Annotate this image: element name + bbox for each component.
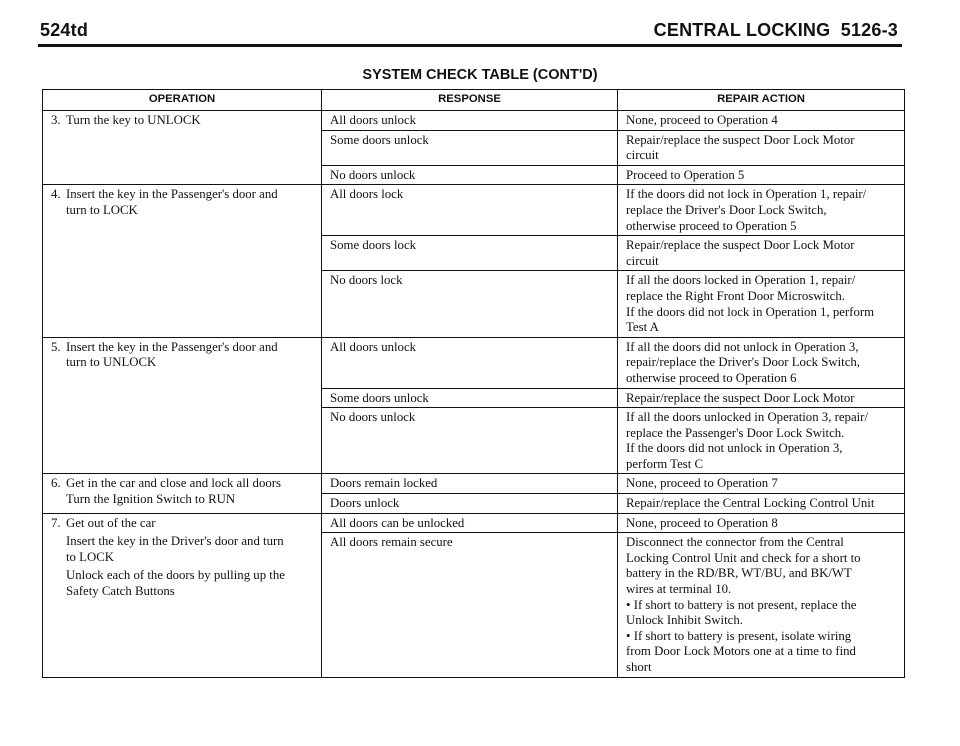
response-cell: All doors unlock	[322, 111, 618, 131]
action-line: Locking Control Unit and check for a short to	[626, 550, 861, 565]
action-line: circuit	[626, 253, 659, 268]
response-cell: Some doors lock	[322, 236, 618, 271]
action-line: battery in the RD/BR, WT/BU, and BK/WT	[626, 566, 852, 581]
bullet-item: • If short to battery is not present, replace the	[626, 598, 900, 614]
operation-cell	[43, 513, 322, 677]
table-header-row	[43, 90, 905, 111]
response-cell: Doors unlock	[322, 494, 618, 514]
operation-cell	[43, 111, 322, 185]
section-name: CENTRAL LOCKING	[653, 20, 831, 40]
repair-action-cell	[618, 337, 905, 388]
operation-text: Insert the key in the Passenger's door and	[66, 339, 278, 354]
repair-action-cell: Repair/replace the suspect Door Lock Motor	[618, 388, 905, 408]
operation-text: Safety Catch Buttons	[66, 584, 175, 599]
system-check-table	[42, 89, 905, 678]
bullet-continuation: from Door Lock Motors one at a time to find	[626, 644, 856, 659]
action-line: replace the Right Front Door Microswitch.	[626, 288, 845, 303]
repair-action-cell: None, proceed to Operation 4	[618, 111, 905, 131]
column-header-repair-action: REPAIR ACTION	[618, 90, 905, 111]
operation-number: 5.	[51, 339, 61, 354]
action-line: wires at terminal 10.	[626, 582, 732, 597]
repair-action-cell: None, proceed to Operation 8	[618, 513, 905, 533]
operation-cell	[43, 185, 322, 337]
action-line: Repair/replace the suspect Door Lock Motor	[626, 132, 855, 147]
action-line: If all the doors did not unlock in Operation 3,	[626, 339, 859, 354]
operation-text: to LOCK	[66, 549, 114, 564]
column-header-operation: OPERATION	[43, 90, 322, 111]
action-line: If all the doors locked in Operation 1, repair/	[626, 273, 856, 288]
bullet-item: • If short to battery is present, isolate wiring	[626, 629, 900, 645]
response-cell: No doors lock	[322, 271, 618, 337]
header-rule	[38, 44, 902, 47]
action-line: circuit	[626, 148, 659, 163]
table-row	[43, 513, 905, 533]
repair-action-cell: Repair/replace the Central Locking Control Unit	[618, 494, 905, 514]
table-row	[43, 474, 905, 494]
operation-text: turn to LOCK	[66, 202, 138, 217]
operation-text: Get in the car and close and lock all doors	[66, 476, 281, 491]
action-line: If the doors did not lock in Operation 1, repair/	[626, 187, 867, 202]
operation-cell	[43, 337, 322, 474]
operation-text: Insert the key in the Driver's door and turn	[66, 534, 284, 549]
action-line: otherwise proceed to Operation 6	[626, 370, 797, 385]
action-line: Repair/replace the suspect Door Lock Motor	[626, 238, 855, 253]
repair-action-cell	[618, 533, 905, 677]
operation-text: Insert the key in the Passenger's door and	[66, 187, 278, 202]
table-row	[43, 185, 905, 236]
response-cell: Some doors unlock	[322, 130, 618, 165]
action-line: If all the doors unlocked in Operation 3, repair/	[626, 410, 868, 425]
page-reference: 5126-3	[840, 20, 898, 40]
table-row	[43, 111, 905, 131]
action-line: If the doors did not lock in Operation 1, perform	[626, 304, 875, 319]
action-line: replace the Driver's Door Lock Switch,	[626, 202, 827, 217]
repair-action-cell: None, proceed to Operation 7	[618, 474, 905, 494]
response-cell: No doors unlock	[322, 165, 618, 185]
response-cell: All doors can be unlocked	[322, 513, 618, 533]
action-line: otherwise proceed to Operation 5	[626, 218, 797, 233]
response-cell: No doors unlock	[322, 408, 618, 474]
operation-number: 6.	[51, 476, 61, 491]
operation-text: Get out of the car	[66, 515, 156, 530]
action-line: repair/replace the Driver's Door Lock Switch,	[626, 355, 860, 370]
repair-action-cell	[618, 236, 905, 271]
operation-number: 7.	[51, 515, 61, 530]
repair-action-cell	[618, 130, 905, 165]
response-cell: Doors remain locked	[322, 474, 618, 494]
repair-action-cell	[618, 185, 905, 236]
bullet-continuation: short	[626, 660, 652, 674]
section-title	[654, 20, 898, 41]
operation-number: 4.	[51, 187, 61, 202]
repair-action-cell	[618, 408, 905, 474]
operation-text: turn to UNLOCK	[66, 355, 157, 370]
operation-cell	[43, 474, 322, 513]
operation-text: Unlock each of the doors by pulling up the	[66, 568, 285, 583]
action-line: replace the Passenger's Door Lock Switch.	[626, 425, 845, 440]
model-label: 524td	[40, 20, 89, 40]
response-cell: Some doors unlock	[322, 388, 618, 408]
repair-action-cell	[618, 271, 905, 337]
operation-text: Turn the key to UNLOCK	[66, 113, 201, 127]
action-line: If the doors did not unlock in Operation 3,	[626, 441, 843, 456]
table-row	[43, 337, 905, 388]
response-cell: All doors lock	[322, 185, 618, 236]
response-cell: All doors unlock	[322, 337, 618, 388]
response-cell: All doors remain secure	[322, 533, 618, 677]
bullet-continuation: Unlock Inhibit Switch.	[626, 613, 743, 628]
action-line: Disconnect the connector from the Central	[626, 535, 844, 550]
column-header-response: RESPONSE	[322, 90, 618, 111]
action-line: perform Test C	[626, 456, 704, 471]
table-title: SYSTEM CHECK TABLE (CONT'D)	[362, 67, 598, 83]
action-line: Test A	[626, 320, 659, 335]
operation-text: Turn the Ignition Switch to RUN	[66, 492, 236, 507]
operation-number: 3.	[51, 113, 61, 127]
repair-action-cell: Proceed to Operation 5	[618, 165, 905, 185]
